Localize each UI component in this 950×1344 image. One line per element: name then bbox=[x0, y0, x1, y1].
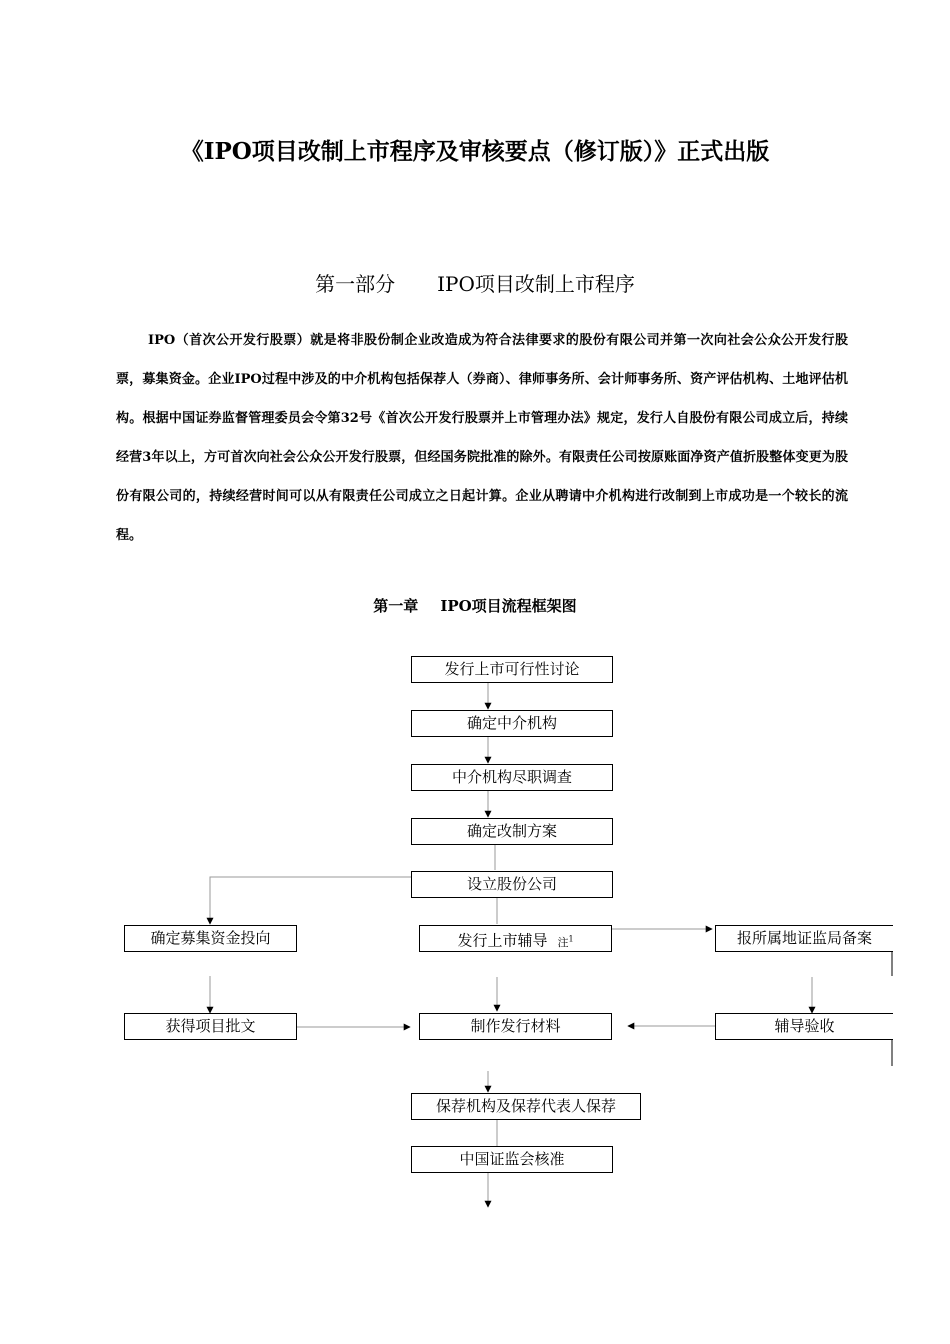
step-tutoring-label: 发行上市辅导 bbox=[457, 931, 548, 950]
step-tutoring-acceptance: 辅导验收 bbox=[715, 1013, 893, 1040]
step-tutoring bbox=[419, 925, 612, 952]
part-name: IPO项目改制上市程序 bbox=[437, 272, 635, 296]
document-title: 《IPO项目改制上市程序及审核要点（修订版）》正式出版 bbox=[180, 138, 770, 165]
step-sponsor: 保荐机构及保荐代表人保荐 bbox=[411, 1093, 641, 1120]
step-establish-company: 设立股份公司 bbox=[411, 871, 613, 898]
part-title bbox=[0, 268, 950, 300]
chapter-number: 第一章 bbox=[373, 597, 419, 615]
step-due-diligence: 中介机构尽职调查 bbox=[411, 764, 613, 791]
footnote-marker: 注$^1$ bbox=[557, 934, 574, 949]
step-feasibility: 发行上市可行性讨论 bbox=[411, 656, 613, 683]
step-local-filing: 报所属地证监局备案 bbox=[715, 925, 893, 952]
intro-paragraph: IPO（首次公开发行股票）就是将非股份制企业改造成为符合法律要求的股份有限公司并第一次向社会公众公开发行股票，募集资金。企业IPO过程中涉及的中介机构包括保荐人（券商）、律师事务所、会计师事务所、资产评估机构、土地评估机构。根据中国证券监督管理委员会令第32号《首次公开发行股票并上市管理办法》规定，发行人自股份有限公司成立后，持续经营3年以上，方可首次向社会公众公开发行股票，但经国务院批准的除外。有限责任公司按原账面净资产值折股整体变更为股份有限公司的，持续经营时间可以从有限责任公司成立之日起计算。企业从聘请中介机构进行改制到上市成功是一个较长的流程。 bbox=[116, 333, 848, 543]
step-project-approval: 获得项目批文 bbox=[124, 1013, 297, 1040]
chapter-title bbox=[0, 594, 950, 618]
step-restructure-plan: 确定改制方案 bbox=[411, 818, 613, 845]
step-fund-usage: 确定募集资金投向 bbox=[124, 925, 297, 952]
arrow-establish-to-fund-usage bbox=[210, 877, 411, 924]
chapter-name: IPO项目流程框架图 bbox=[440, 597, 577, 615]
part-number: 第一部分 bbox=[315, 272, 396, 296]
step-intermediaries: 确定中介机构 bbox=[411, 710, 613, 737]
step-prepare-materials: 制作发行材料 bbox=[419, 1013, 612, 1040]
step-csrc-approval: 中国证监会核准 bbox=[411, 1146, 613, 1173]
